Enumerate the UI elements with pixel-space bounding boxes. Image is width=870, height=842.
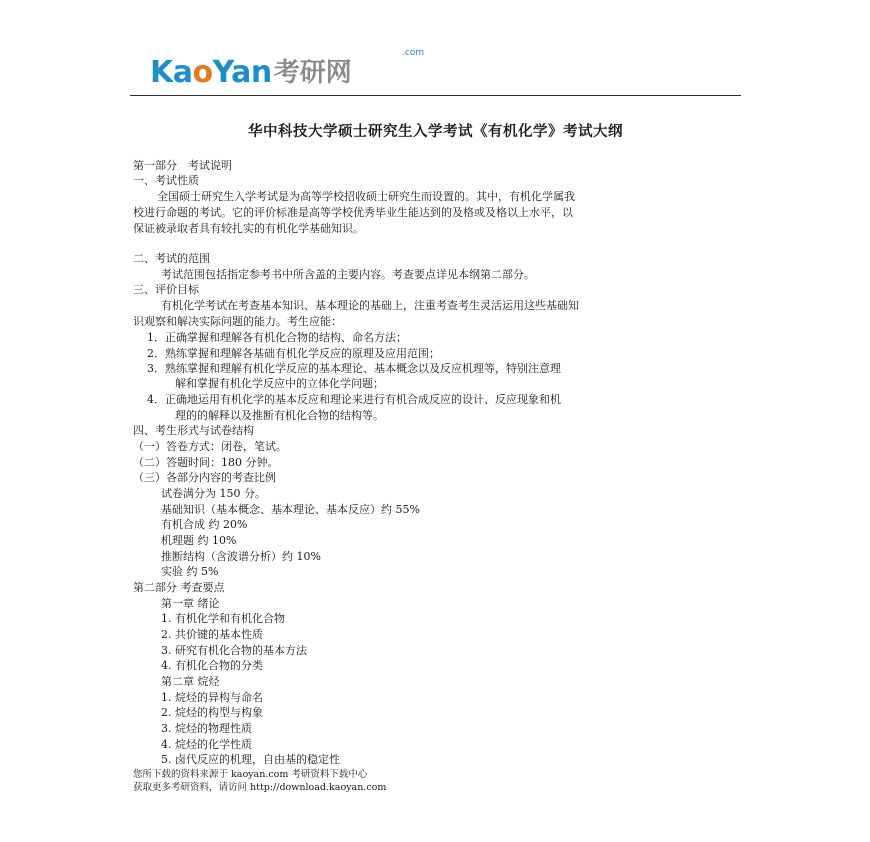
list-item: 3．熟练掌握和理解有机化学反应的基本理论、基本概念以及反应机理等，特别注意理: [147, 362, 561, 375]
paragraph-line: 全国硕士研究生入学考试是为高等学校招收硕士研究生而设置的。其中，有机化学属我: [157, 190, 575, 203]
section-heading: 一、考试性质: [133, 174, 199, 187]
outline-item: 2. 共价键的基本性质: [161, 628, 263, 641]
part-heading: 第一部分 考试说明: [133, 159, 232, 172]
list-item-continuation: 理的的解释以及推断有机化合物的结构等。: [175, 409, 384, 422]
paragraph-line: 试卷满分为 150 分。: [161, 487, 266, 500]
paragraph-line: 识观察和解决实际问题的能力。考生应能：: [133, 315, 342, 328]
proportion-line: 推断结构（含波谱分析）约 10%: [161, 550, 321, 563]
proportion-line: 有机合成 约 20%: [161, 518, 248, 531]
header-divider: [130, 95, 741, 96]
section-heading: 四、考生形式与试卷结构: [133, 424, 254, 437]
chapter-heading: 第一章 绪论: [161, 597, 220, 610]
subsection-line: （一）答卷方式：闭卷，笔试。: [133, 440, 287, 453]
outline-item: 4. 有机化合物的分类: [161, 659, 263, 672]
proportion-line: 机理题 约 10%: [161, 534, 237, 547]
outline-item: 3. 烷烃的物理性质: [161, 722, 252, 735]
outline-item: 1. 有机化学和有机化合物: [161, 612, 285, 625]
list-item: 1．正确掌握和理解各有机化合物的结构、命名方法；: [147, 331, 407, 344]
kaoyan-logo: [150, 48, 425, 90]
outline-item: 3. 研究有机化合物的基本方法: [161, 644, 307, 657]
chapter-heading: 第二章 烷烃: [161, 675, 220, 688]
paragraph-line: 保证被录取者具有较扎实的有机化学基础知识。: [133, 222, 364, 235]
paragraph-line: 校进行命题的考试。它的评价标准是高等学校优秀毕业生能达到的及格或及格以上水平，以: [133, 206, 573, 219]
outline-item: 5. 卤代反应的机理，自由基的稳定性: [161, 753, 340, 766]
page-footer: [133, 768, 386, 794]
list-item-continuation: 解和掌握有机化学反应中的立体化学问题；: [175, 377, 384, 390]
section-heading: 三、评价目标: [133, 283, 199, 296]
footer-link-line: 获取更多考研资料，请访问 http://download.kaoyan.com: [133, 782, 387, 793]
logo-latin: [150, 55, 272, 90]
proportion-line: 基础知识（基本概念、基本理论、基本反应）约 55%: [161, 503, 420, 516]
paragraph-line: 考试范围包括指定参考书中所含盖的主要内容。考查要点详见本纲第二部分。: [161, 268, 535, 281]
list-item: 2．熟练掌握和理解各基础有机化学反应的原理及应用范围；: [147, 347, 440, 360]
outline-item: 2. 烷烃的构型与构象: [161, 706, 263, 719]
footer-source-line: 您所下载的资料来源于 kaoyan.com 考研资料下载中心: [133, 769, 368, 780]
paragraph-line: 有机化学考试在考查基本知识、基本理论的基础上，注重考查考生灵活运用这些基础知: [161, 299, 579, 312]
logo-latin-b: Yan: [212, 55, 272, 90]
logo-dotcom: .com: [402, 48, 425, 58]
outline-item: 1. 烷烃的异构与命名: [161, 691, 263, 704]
document-title: 华中科技大学硕士研究生入学考试《有机化学》考试大纲: [248, 123, 623, 140]
proportion-line: 实验 约 5%: [161, 565, 219, 578]
subsection-line: （二）答题时间：180 分钟。: [133, 456, 279, 469]
part-heading: 第二部分 考查要点: [133, 581, 225, 594]
logo-latin-o: o: [192, 55, 213, 90]
logo-latin-a: Ka: [150, 55, 193, 90]
list-item: 4．正确地运用有机化学的基本反应和理论来进行有机合成反应的设计、反应现象和机: [147, 393, 561, 406]
subsection-line: （三）各部分内容的考查比例: [133, 471, 276, 484]
logo-chinese: 考研网: [273, 58, 352, 88]
section-heading: 二、考试的范围: [133, 252, 210, 265]
outline-item: 4. 烷烃的化学性质: [161, 738, 252, 751]
